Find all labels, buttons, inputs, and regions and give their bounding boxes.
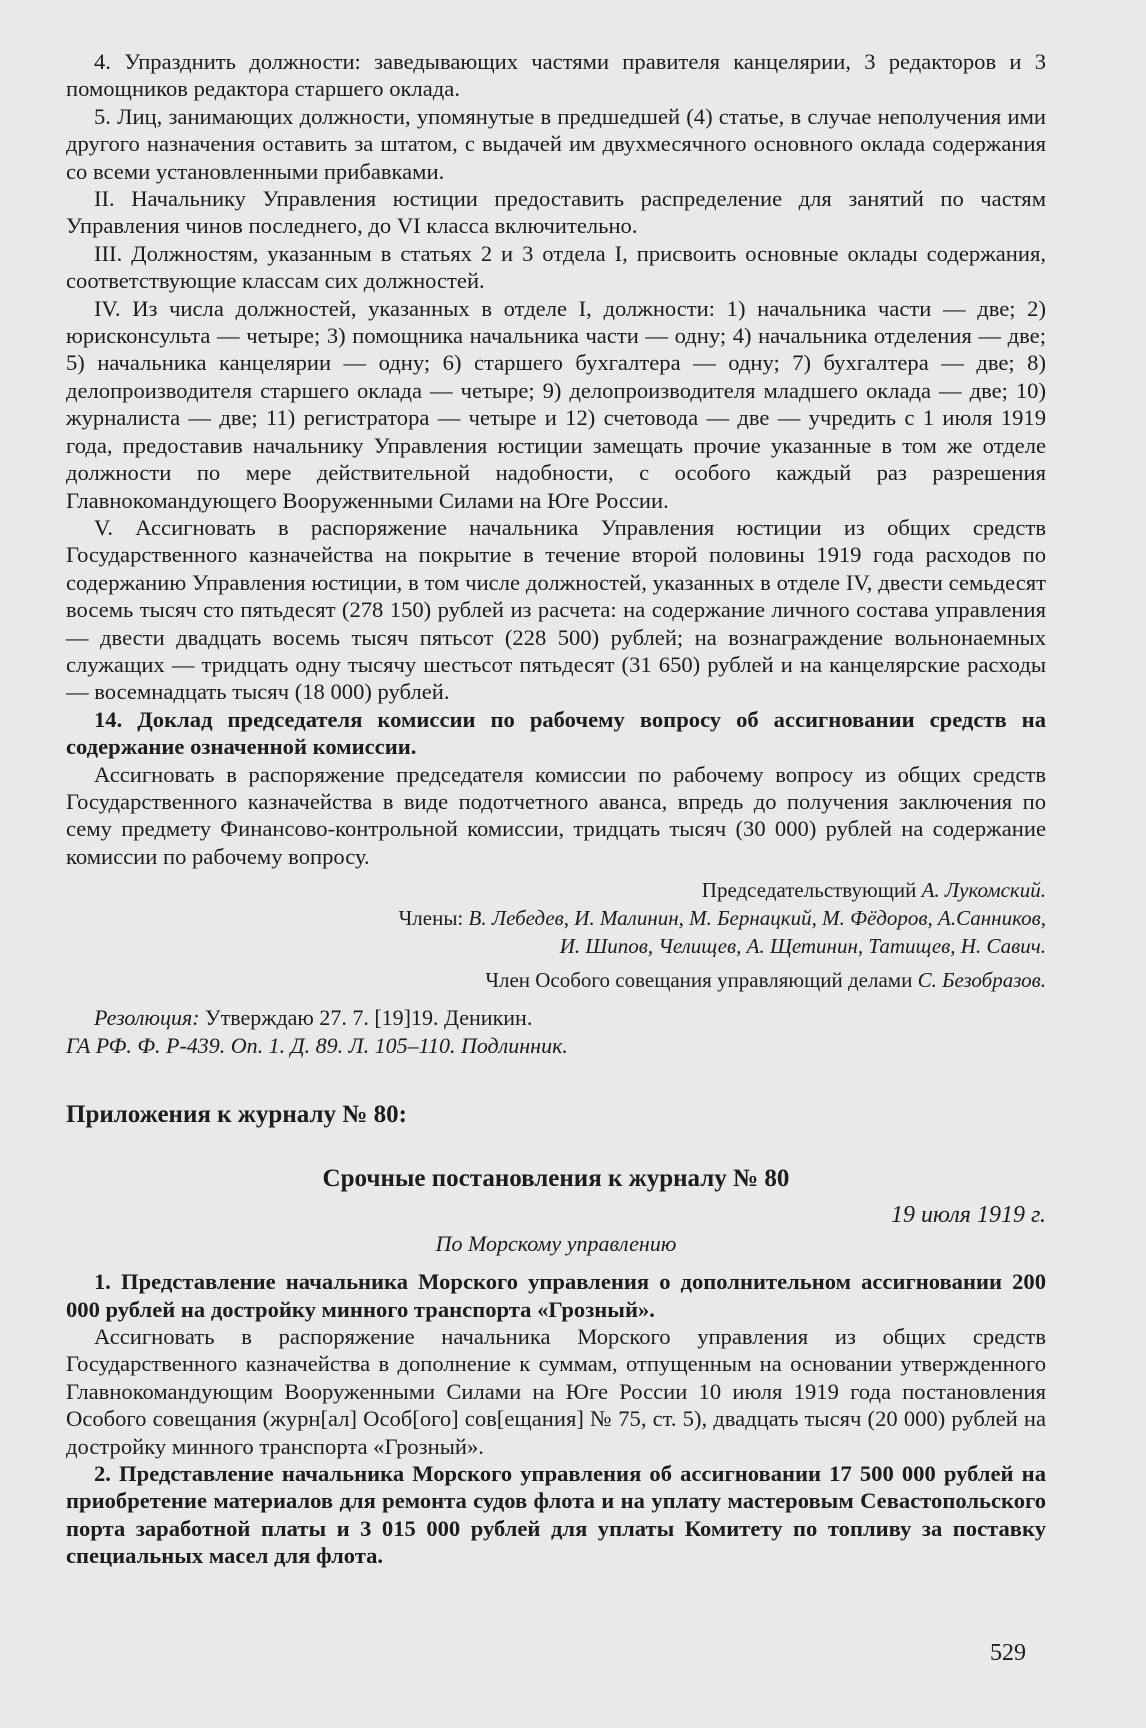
section-ii: II. Начальнику Управления юстиции предоставить распределение для занятий по частям Управления чинов последнего, до VI класса включительно. xyxy=(66,186,1046,239)
appendix-item-2-heading: 2. Представление начальника Морского управления об ассигновании 17 500 000 рублей на приобретение материалов для ремонта судов флота и на уплату мастеровым Севастопольского порта заработной платы и 3 015 000 рублей для уплаты Комитету по топливу за поставку специальных масел для флота. xyxy=(66,1461,1046,1569)
members-role: Члены: xyxy=(398,906,464,931)
members-line-2: И. Шипов, Челищев, А. Щетинин, Татищев, Н. Савич. xyxy=(559,934,1046,959)
appendix-item-1-heading: 1. Представление начальника Морского управления о дополнительном ассигновании 200 000 рублей на достройку минного транспорта «Грозный». xyxy=(66,1269,1046,1322)
top-articles xyxy=(66,48,1046,706)
resolution xyxy=(66,1004,1046,1032)
members-signature xyxy=(66,904,1046,932)
secretary-role: Член Особого совещания управляющий делами xyxy=(485,968,913,993)
date-line: 19 июля 1919 г. xyxy=(891,1202,1046,1229)
resolution-text: Утверждаю 27. 7. [19]19. Деникин. xyxy=(205,1005,533,1031)
item-14-body: Ассигновать в распоряжение председателя комиссии по рабочему вопросу из общих средств Государственного казначейства в виде подотчетного аванса, впредь до получения заключения по сему предмету Финансово-контрольной комиссии, тридцать тысяч (30 000) рублей на содержание комиссии по рабочему вопросу. xyxy=(66,761,1046,869)
appendix-item-1-body: Ассигновать в распоряжение начальника Морского управления из общих средств Государственного казначейства в дополнение к суммам, отпущенным на основании утвержденного Главнокомандующим Вооруженными Силами на Юге России 10 июля 1919 года постановления Особого совещания (журн[ал] Особ[ого] сов[ещания] № 75, ст. 5), двадцать тысяч (20 000) рублей на достройку минного транспорта «Грозный». xyxy=(66,1324,1046,1459)
article-4: 4. Упразднить должности: заведывающих частями правителя канцелярии, 3 редакторов и 3 помощников редактора старшего оклада. xyxy=(66,49,1046,102)
chair-signature xyxy=(66,876,1046,904)
section-iv: IV. Из числа должностей, указанных в отделе I, должности: 1) начальника части — две; 2) юрисконсульта — четыре; 3) помощника начальника части — одну; 4) начальника отделения — две; 5) начальника канцелярии — одну; 6) старшего бухгалтера — одну; 7) бухгалтера — две; 8) делопроизводителя старшего оклада — четыре; 9) делопроизводителя младшего оклада — две; 10) журналиста — две; 11) регистратора — четыре и 12) счетовода — две — учредить с 1 июля 1919 года, предоставив начальнику Управления юстиции замещать прочие указанные в том же отделе должности по мере действительной надобности, с особого каждый раз разрешения Главнокомандующего Вооруженными Силами на Юге России. xyxy=(66,295,1046,513)
archive-reference: ГА РФ. Ф. Р-439. Оп. 1. Д. 89. Л. 105–110. Подлинник. xyxy=(66,1033,568,1059)
chair-role: Председательствующий xyxy=(701,878,917,903)
members-line-1: В. Лебедев, И. Малинин, М. Бернацкий, М. Фёдоров, А.Санников, xyxy=(468,906,1046,931)
resolution-label: Резолюция: xyxy=(94,1005,200,1031)
secretary-signature xyxy=(66,966,1046,994)
article-5: 5. Лиц, занимающих должности, упомянутые в предшедшей (4) статье, в случае неполучения ими другого назначения оставить за штатом, с выдачей им двухмесячного основного оклада содержания со всеми установленными прибавками. xyxy=(66,103,1046,184)
item-14-heading: 14. Доклад председателя комиссии по рабочему вопросу об ассигновании средств на содержание означенной комиссии. xyxy=(66,706,1046,760)
section-iii: III. Должностям, указанным в статьях 2 и 3 отдела I, присвоить основные оклады содержания, соответствующие классам сих должностей. xyxy=(66,240,1047,294)
signature-block xyxy=(66,876,1046,994)
chair-name: А. Лукомский. xyxy=(921,878,1046,903)
section-v: V. Ассигновать в распоряжение начальника Управления юстиции из общих средств Государственного казначейства на покрытие в течение второй половины 1919 года расходов по содержанию Управления юстиции, в том числе должностей, указанных в отделе IV, двести семьдесят восемь тысяч сто пятьдесят (278 150) рублей из расчета: на содержание личного состава управления — двести двадцать восемь тысяч пятьсот (228 500) рублей; на вознаграждение вольнонаемных служащих — тридцать одну тысячу шестьсот пятьдесят (31 650) рублей и на канцелярские расходы — восемнадцать тысяч (18 000) рублей. xyxy=(66,514,1046,705)
department-line: По Морскому управлению xyxy=(435,1231,677,1257)
secretary-name: С. Безобразов. xyxy=(917,968,1046,993)
section-title: Срочные постановления к журналу № 80 xyxy=(322,1165,790,1193)
appendix-title: Приложения к журналу № 80: xyxy=(66,1101,407,1129)
page-number: 529 xyxy=(990,1640,1026,1666)
